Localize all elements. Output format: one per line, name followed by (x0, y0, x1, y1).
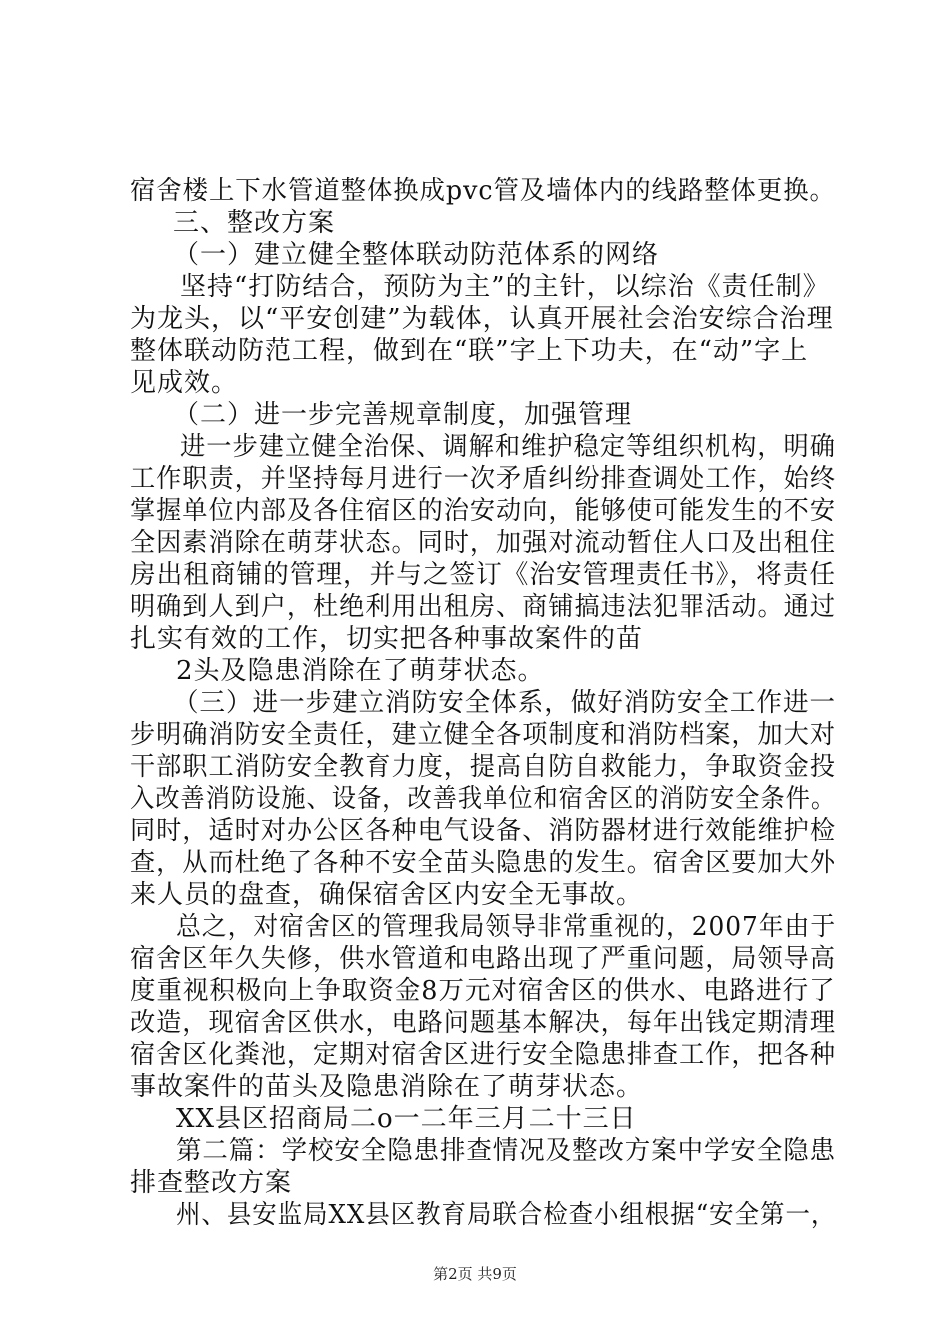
body-line: 度重视积极向上争取资金8万元对宿舍区的供水、电路进行了 (130, 976, 836, 1006)
body-line: 宿舍区年久失修，供水管道和电路出现了严重问题，局领导高 (130, 944, 836, 974)
body-line: 事故案件的苗头及隐患消除在了萌芽状态。 (130, 1072, 644, 1102)
body-line: 总之，对宿舍区的管理我局领导非常重视的，2007年由于 (176, 912, 837, 942)
chapter-heading: 排查整改方案 (130, 1168, 293, 1198)
body-line: 房出租商铺的管理，并与之签订《治安管理责任书》，将责任 (130, 560, 836, 590)
body-line: 明确到人到户，杜绝利用出租房、商铺搞违法犯罪活动。通过 (130, 592, 836, 622)
body-line: 宿舍区化粪池，定期对宿舍区进行安全隐患排查工作，把各种 (130, 1040, 836, 1070)
section-heading: 三、整改方案 (173, 208, 336, 238)
body-line: 改造，现宿舍区供水，电路问题基本解决，每年出钱定期清理 (130, 1008, 836, 1038)
body-line: 全因素消除在萌芽状态。同时，加强对流动暂住人口及出租住 (130, 528, 836, 558)
body-line: 查，从而杜绝了各种不安全苗头隐患的发生。宿舍区要加大外 (130, 848, 836, 878)
body-line: 整体联动防范工程，做到在“联”字上下功夫，在“动”字上 (130, 336, 809, 366)
body-line: 来人员的盘查，确保宿舍区内安全无事故。 (130, 880, 644, 910)
page-footer: 第2页 共9页 (433, 1265, 517, 1283)
signature-line: XX县区招商局二o一二年三月二十三日 (176, 1104, 637, 1134)
chapter-heading: 第二篇：学校安全隐患排查情况及整改方案中学安全隐患 (176, 1136, 837, 1166)
subsection-heading: （二）进一步完善规章制度，加强管理 (173, 400, 633, 430)
subsection-heading: （一）建立健全整体联动防范体系的网络 (173, 240, 660, 270)
body-line: 宿舍楼上下水管道整体换成pvc管及墙体内的线路整体更换。 (130, 176, 836, 206)
body-line: 工作职责，并坚持每月进行一次矛盾纠纷排查调处工作，始终 (130, 464, 836, 494)
body-line: 步明确消防安全责任，建立健全各项制度和消防档案，加大对 (130, 720, 836, 750)
body-line: 州、县安监局XX县区教育局联合检查小组根据“安全第一， (176, 1200, 837, 1230)
body-line: 见成效。 (130, 368, 239, 398)
body-line: 干部职工消防安全教育力度，提高自防自救能力，争取资金投 (130, 752, 836, 782)
body-line: 为龙头，以“平安创建”为载体，认真开展社会治安综合治理 (130, 304, 834, 334)
body-line: 2头及隐患消除在了萌芽状态。 (176, 656, 545, 686)
body-line: 同时，适时对办公区各种电气设备、消防器材进行效能维护检 (130, 816, 836, 846)
body-line: 扎实有效的工作，切实把各种事故案件的苗 (130, 624, 644, 654)
subsection-heading: （三）进一步建立消防安全体系，做好消防安全工作进一 (173, 688, 837, 718)
body-line: 入改善消防设施、设备，改善我单位和宿舍区的消防安全条件。 (130, 784, 837, 814)
body-line: 坚持“打防结合，预防为主”的主针，以综治《责任制》 (180, 272, 830, 302)
body-line: 进一步建立健全治保、调解和维护稳定等组织机构，明确 (180, 432, 837, 462)
body-line: 掌握单位内部及各住宿区的治安动向，能够使可能发生的不安 (130, 496, 836, 526)
